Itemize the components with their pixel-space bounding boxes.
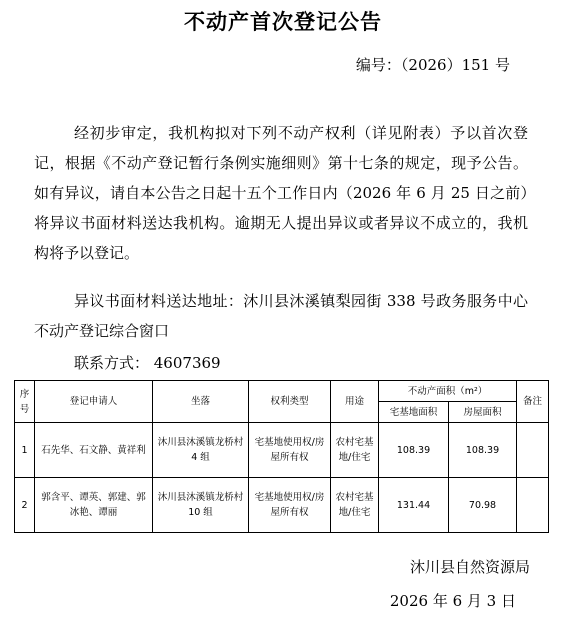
table-header-row [15, 381, 549, 402]
document-number: 编号：（2026）151 号 [355, 56, 510, 74]
header-usage: 用途 [331, 381, 379, 423]
header-applicant: 登记申请人 [35, 381, 153, 423]
cell-land-area: 131.44 [379, 478, 449, 533]
header-remark: 备注 [517, 381, 549, 423]
property-table [14, 380, 549, 533]
header-location: 坐落 [153, 381, 249, 423]
header-seq: 序号 [15, 381, 35, 423]
notice-paragraph-1: 经初步审定，我机构拟对下列不动产权利（详见附表）予以首次登记，根据《不动产登记暂行条例实施细则》第十七条的规定，现予公告。如有异议，请自本公告之日起十五个工作日内（2026 年 6 月 25 日之前）将异议书面材料送达我机构。逾期无人提出异议或者异议不成立的，我机构将予以登记。 [34, 124, 528, 262]
cell-usage: 农村宅基地/住宅 [331, 478, 379, 533]
issue-date: 2026 年 6 月 3 日 [389, 592, 516, 610]
issuing-organization: 沐川县自然资源局 [409, 558, 530, 576]
contact-info: 联系方式： 4607369 [74, 354, 221, 372]
cell-remark [517, 478, 549, 533]
notice-title: 不动产首次登记公告 [184, 10, 382, 34]
header-area-group: 不动产面积（m²） [379, 381, 517, 402]
header-land-area: 宅基地面积 [379, 402, 449, 423]
table-row [15, 423, 549, 478]
header-right-type: 权利类型 [249, 381, 331, 423]
cell-building-area: 70.98 [449, 478, 517, 533]
cell-remark [517, 423, 549, 478]
cell-applicant: 石先华、石文静、黄祥利 [35, 423, 153, 478]
cell-seq: 1 [15, 423, 35, 478]
cell-location: 沐川县沐溪镇龙桥村 10 组 [153, 478, 249, 533]
cell-right-type: 宅基地使用权/房屋所有权 [249, 478, 331, 533]
table-row [15, 478, 549, 533]
objection-address-paragraph: 异议书面材料送达地址：沐川县沐溪镇梨园街 338 号政务服务中心不动产登记综合窗口 [34, 292, 528, 340]
cell-location: 沐川县沐溪镇龙桥村 4 组 [153, 423, 249, 478]
cell-usage: 农村宅基地/住宅 [331, 423, 379, 478]
cell-land-area: 108.39 [379, 423, 449, 478]
cell-right-type: 宅基地使用权/房屋所有权 [249, 423, 331, 478]
header-building-area: 房屋面积 [449, 402, 517, 423]
cell-seq: 2 [15, 478, 35, 533]
cell-building-area: 108.39 [449, 423, 517, 478]
cell-applicant: 郭含平、谭英、郭建、郭冰艳、谭丽 [35, 478, 153, 533]
